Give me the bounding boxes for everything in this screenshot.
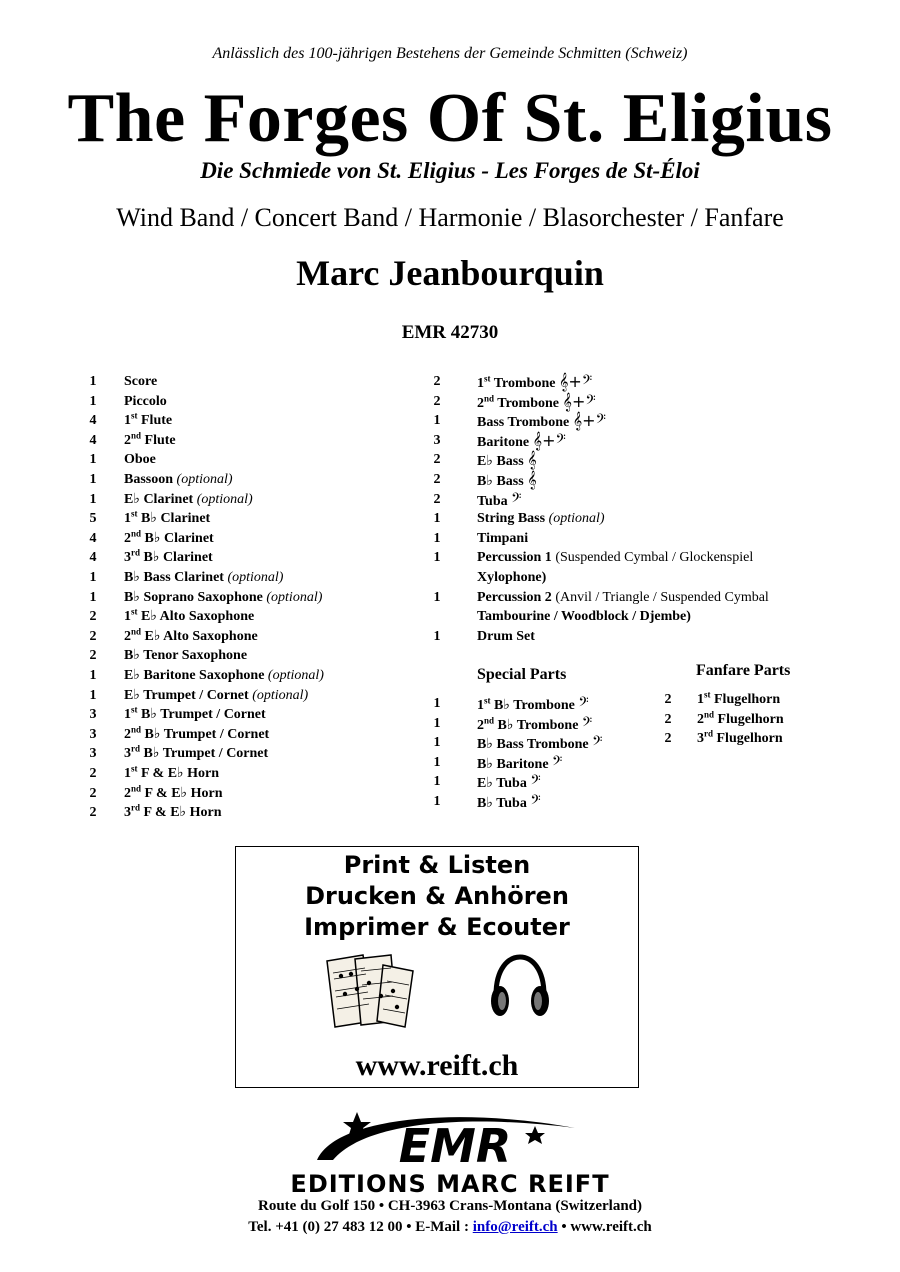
part-quantity: 1 bbox=[433, 628, 441, 644]
part-optional-note: (optional) bbox=[196, 491, 253, 507]
part-label: Flugelhorn bbox=[714, 692, 781, 707]
part-label: B♭ Bass Clarinet bbox=[124, 570, 224, 585]
part-ordinal: 1 bbox=[477, 376, 484, 391]
part-label: B♭ Clarinet bbox=[141, 511, 211, 527]
part-label: B♭ Clarinet bbox=[143, 550, 213, 566]
part-quantity: 2 bbox=[664, 711, 672, 727]
part-label: E♭ Alto Saxophone bbox=[141, 609, 255, 625]
part-quantity: 2 bbox=[89, 766, 97, 781]
part-ordinal-suffix: nd bbox=[131, 724, 142, 735]
part-quantity: 1 bbox=[433, 794, 441, 809]
part-label: B♭ Tenor Saxophone bbox=[124, 648, 248, 664]
part-label: Oboe bbox=[124, 452, 156, 468]
part-ordinal: 2 bbox=[697, 711, 704, 727]
part-quantity: 1 bbox=[433, 715, 441, 731]
part-quantity: 2 bbox=[433, 452, 441, 468]
part-label: String Bass bbox=[477, 511, 546, 527]
part-label: Percussion 1 bbox=[477, 550, 552, 566]
part-name bbox=[124, 470, 233, 490]
part-name bbox=[124, 607, 254, 627]
email-link[interactable]: info@reift.ch bbox=[472, 1219, 558, 1235]
part-name bbox=[124, 411, 172, 431]
part-quantity: 1 bbox=[433, 754, 441, 770]
part-ordinal-suffix: rd bbox=[704, 728, 713, 739]
clef-icon: 𝄢 bbox=[552, 752, 563, 772]
part-quantity: 1 bbox=[433, 413, 441, 429]
part-label: E♭ Tuba bbox=[477, 776, 527, 792]
part-quantity: 1 bbox=[89, 374, 97, 389]
contact-phone: Tel. +41 (0) 27 483 12 00 • E-Mail : bbox=[248, 1219, 473, 1235]
part-name bbox=[477, 627, 535, 647]
part-label: B♭ Trombone bbox=[494, 698, 575, 713]
part-label: Bass Trombone bbox=[477, 415, 570, 431]
part-ordinal-suffix: nd bbox=[131, 528, 142, 539]
part-name bbox=[124, 431, 176, 451]
part-label: B♭ Baritone bbox=[477, 756, 549, 772]
part-name bbox=[124, 450, 156, 470]
part-quantity: 3 bbox=[433, 432, 441, 448]
part-ordinal-suffix: st bbox=[131, 704, 138, 715]
part-quantity: 1 bbox=[433, 550, 441, 566]
part-ordinal-suffix: st bbox=[131, 410, 138, 421]
publisher-name: EDITIONS MARC REIFT bbox=[290, 1170, 610, 1198]
part-label: Trombone bbox=[497, 395, 559, 411]
website-url[interactable]: www.reift.ch bbox=[355, 1049, 519, 1082]
clef-icon: 𝄢 bbox=[511, 489, 522, 509]
part-label: Score bbox=[124, 374, 158, 389]
part-name bbox=[124, 392, 167, 412]
special-parts-heading: Special Parts bbox=[477, 666, 567, 683]
part-label: E♭ Baritone Saxophone bbox=[124, 668, 265, 683]
part-quantity: 1 bbox=[433, 511, 441, 527]
part-label: B♭ Tuba bbox=[477, 796, 527, 811]
fanfare-parts-heading: Fanfare Parts bbox=[696, 662, 791, 679]
part-name bbox=[124, 686, 308, 706]
print-listen-box bbox=[235, 846, 639, 1088]
part-ordinal: 2 bbox=[124, 530, 131, 546]
part-quantity: 3 bbox=[89, 726, 97, 742]
part-optional-note: (optional) bbox=[227, 570, 284, 585]
part-label: B♭ Bass bbox=[477, 474, 524, 489]
part-label: Tuba bbox=[477, 493, 508, 509]
part-ordinal-suffix: st bbox=[704, 689, 711, 700]
part-quantity: 1 bbox=[433, 530, 441, 546]
part-label: Flugelhorn bbox=[716, 731, 783, 747]
part-name bbox=[124, 588, 322, 608]
part-quantity: 2 bbox=[433, 374, 441, 389]
part-ordinal: 2 bbox=[124, 432, 131, 448]
part-name bbox=[124, 372, 157, 392]
part-ordinal: 2 bbox=[477, 395, 484, 411]
part-label: B♭ Soprano Saxophone bbox=[124, 589, 263, 605]
part-quantity: 1 bbox=[89, 472, 97, 487]
part-ordinal: 1 bbox=[477, 698, 484, 713]
part-quantity: 1 bbox=[89, 491, 97, 507]
part-label: E♭ Clarinet bbox=[124, 491, 194, 507]
clef-icon: 𝄞 bbox=[527, 450, 537, 470]
catalog-number: EMR 42730 bbox=[401, 322, 499, 343]
clef-icon: 𝄢 bbox=[530, 792, 541, 811]
part-name bbox=[477, 529, 528, 549]
part-optional-note: (optional) bbox=[548, 511, 605, 527]
dedication-line: Anlässlich des 100-jährigen Bestehens der Gemeinde Schmitten (Schweiz) bbox=[212, 45, 688, 62]
part-label: F & E♭ Horn bbox=[143, 805, 222, 821]
part-label: B♭ Trumpet / Cornet bbox=[143, 746, 269, 762]
part-name bbox=[124, 627, 258, 647]
part-name bbox=[124, 568, 283, 588]
part-ordinal-suffix: rd bbox=[131, 802, 140, 813]
headphones-icon bbox=[488, 951, 552, 1023]
publisher-contact bbox=[0, 1219, 900, 1236]
contact-website: • www.reift.ch bbox=[557, 1219, 652, 1235]
part-optional-note: (optional) bbox=[266, 589, 323, 605]
part-ordinal: 1 bbox=[124, 609, 131, 625]
part-quantity: 2 bbox=[664, 692, 672, 707]
part-ordinal-suffix: nd bbox=[704, 708, 715, 719]
part-quantity: 1 bbox=[89, 393, 97, 409]
part-name bbox=[124, 764, 219, 784]
part-ordinal: 3 bbox=[124, 746, 131, 762]
part-ordinal: 1 bbox=[697, 692, 704, 707]
part-optional-note: (optional) bbox=[176, 472, 233, 487]
part-ordinal: 2 bbox=[124, 628, 131, 644]
part-ordinal: 1 bbox=[124, 511, 131, 527]
clef-icon: 𝄞+𝄢 bbox=[532, 430, 566, 450]
part-quantity: 4 bbox=[89, 550, 97, 566]
part-label: B♭ Trumpet / Cornet bbox=[144, 726, 270, 742]
part-ordinal-suffix: nd bbox=[484, 392, 495, 403]
clef-icon: 𝄞+𝄢 bbox=[572, 411, 606, 431]
part-optional-note: (optional) bbox=[267, 668, 324, 683]
clef-icon: 𝄞+𝄢 bbox=[562, 391, 596, 411]
part-quantity: 1 bbox=[89, 570, 97, 585]
emr-logo bbox=[305, 1108, 595, 1172]
part-ordinal-suffix: rd bbox=[131, 547, 140, 558]
part-name bbox=[124, 725, 269, 745]
part-ordinal-suffix: nd bbox=[131, 626, 142, 637]
part-name bbox=[124, 705, 266, 725]
part-quantity: 4 bbox=[89, 432, 97, 448]
part-label: Trombone bbox=[493, 376, 556, 391]
part-quantity: 1 bbox=[433, 735, 441, 751]
clef-icon: 𝄞+𝄢 bbox=[558, 372, 593, 391]
part-ordinal: 2 bbox=[124, 785, 131, 801]
part-label: B♭ Clarinet bbox=[144, 530, 214, 546]
part-label: Timpani bbox=[477, 530, 529, 546]
part-quantity: 1 bbox=[89, 668, 97, 683]
part-label: Flugelhorn bbox=[717, 711, 784, 727]
part-quantity: 2 bbox=[89, 648, 97, 664]
part-quantity: 1 bbox=[433, 589, 441, 605]
clef-icon: 𝄢 bbox=[578, 694, 589, 713]
part-ordinal: 1 bbox=[124, 413, 131, 429]
part-name bbox=[124, 803, 222, 823]
part-quantity: 4 bbox=[89, 413, 97, 429]
part-quantity: 1 bbox=[433, 774, 441, 790]
part-quantity: 2 bbox=[433, 393, 441, 409]
part-quantity: 5 bbox=[89, 511, 97, 527]
part-label: E♭ Bass bbox=[477, 454, 524, 470]
part-quantity: 1 bbox=[89, 589, 97, 605]
emr-logo-text: EMR bbox=[398, 1119, 512, 1172]
part-name bbox=[697, 710, 784, 730]
part-label: Percussion 2 bbox=[477, 589, 552, 605]
part-name bbox=[697, 729, 783, 749]
part-ordinal-suffix: st bbox=[131, 606, 138, 617]
part-name bbox=[477, 548, 753, 568]
part-quantity: 1 bbox=[89, 452, 97, 468]
part-label: B♭ Trombone bbox=[497, 717, 579, 733]
part-name bbox=[477, 588, 769, 608]
part-ordinal-suffix: nd bbox=[131, 430, 142, 441]
clef-icon: 𝄢 bbox=[581, 713, 593, 733]
publisher-address: Route du Golf 150 • CH-3963 Crans-Montana (Switzerland) bbox=[258, 1198, 642, 1214]
part-quantity: 3 bbox=[89, 707, 97, 723]
part-ordinal: 1 bbox=[124, 707, 131, 723]
part-label: B♭ Trumpet / Cornet bbox=[141, 707, 266, 723]
part-quantity: 2 bbox=[664, 731, 672, 747]
part-label: Piccolo bbox=[124, 393, 167, 409]
promo-line-french: Imprimer & Ecouter bbox=[304, 913, 570, 941]
part-ordinal: 2 bbox=[124, 726, 131, 742]
part-ordinal-suffix: nd bbox=[484, 714, 495, 725]
part-instrument-note: (Suspended Cymbal / Glockenspiel bbox=[555, 550, 754, 566]
clef-icon: 𝄢 bbox=[592, 733, 603, 753]
part-name bbox=[697, 690, 780, 710]
part-label: Drum Set bbox=[477, 628, 535, 644]
part-ordinal-suffix: st bbox=[484, 695, 491, 706]
part-label: Flute bbox=[144, 432, 176, 448]
part-label: B♭ Bass Trombone bbox=[477, 737, 589, 753]
page-title: The Forges Of St. Eligius bbox=[67, 80, 833, 157]
part-ordinal-suffix: st bbox=[131, 763, 138, 774]
part-ordinal: 3 bbox=[124, 550, 131, 566]
part-instrument-note-cont: Tambourine / Woodblock / Djembe) bbox=[477, 609, 691, 625]
part-ordinal: 3 bbox=[697, 731, 704, 747]
part-instrument-note: (Anvil / Triangle / Suspended Cymbal bbox=[555, 589, 769, 605]
part-label: E♭ Alto Saxophone bbox=[144, 628, 258, 644]
part-quantity: 2 bbox=[433, 472, 441, 487]
part-quantity: 4 bbox=[89, 530, 97, 546]
part-quantity: 3 bbox=[89, 746, 97, 762]
part-name bbox=[124, 666, 324, 686]
part-name bbox=[124, 784, 223, 804]
part-quantity: 2 bbox=[433, 491, 441, 507]
part-instrument-note-cont: Xylophone) bbox=[477, 570, 547, 585]
part-label: E♭ Trumpet / Cornet bbox=[124, 687, 249, 703]
sheet-music-icon bbox=[321, 951, 421, 1031]
part-quantity: 1 bbox=[89, 687, 97, 703]
composer-name: Marc Jeanbourquin bbox=[296, 253, 604, 293]
part-ordinal-suffix: st bbox=[484, 373, 491, 384]
part-name bbox=[124, 548, 213, 568]
part-label: Flute bbox=[141, 413, 173, 429]
part-label: Baritone bbox=[477, 434, 530, 450]
part-name bbox=[124, 509, 210, 529]
part-ordinal-suffix: nd bbox=[131, 782, 142, 793]
part-name bbox=[124, 490, 253, 510]
part-quantity: 2 bbox=[89, 628, 97, 644]
part-ordinal: 3 bbox=[124, 805, 131, 821]
promo-line-english: Print & Listen bbox=[343, 851, 531, 879]
part-ordinal-suffix: rd bbox=[131, 743, 140, 754]
part-ordinal: 1 bbox=[124, 766, 131, 781]
part-quantity: 1 bbox=[433, 696, 441, 711]
part-optional-note: (optional) bbox=[252, 687, 309, 703]
part-label: Bassoon bbox=[124, 472, 174, 487]
part-name bbox=[124, 646, 247, 666]
part-ordinal-suffix: st bbox=[131, 508, 138, 519]
part-quantity: 2 bbox=[89, 805, 97, 821]
part-ordinal: 2 bbox=[477, 717, 484, 733]
part-quantity: 2 bbox=[89, 785, 97, 801]
promo-line-german: Drucken & Anhören bbox=[305, 882, 569, 910]
part-name bbox=[124, 744, 268, 764]
clef-icon: 𝄞 bbox=[527, 470, 537, 489]
part-label: F & E♭ Horn bbox=[144, 785, 223, 801]
part-name bbox=[124, 529, 214, 549]
part-quantity: 2 bbox=[89, 609, 97, 625]
part-name bbox=[477, 509, 605, 529]
part-label: F & E♭ Horn bbox=[141, 766, 220, 781]
part-name bbox=[477, 792, 541, 814]
subtitle: Die Schmiede von St. Eligius - Les Forges de St-Éloi bbox=[200, 158, 700, 183]
clef-icon: 𝄢 bbox=[530, 772, 541, 792]
ensemble-line: Wind Band / Concert Band / Harmonie / Blasorchester / Fanfare bbox=[116, 203, 784, 232]
